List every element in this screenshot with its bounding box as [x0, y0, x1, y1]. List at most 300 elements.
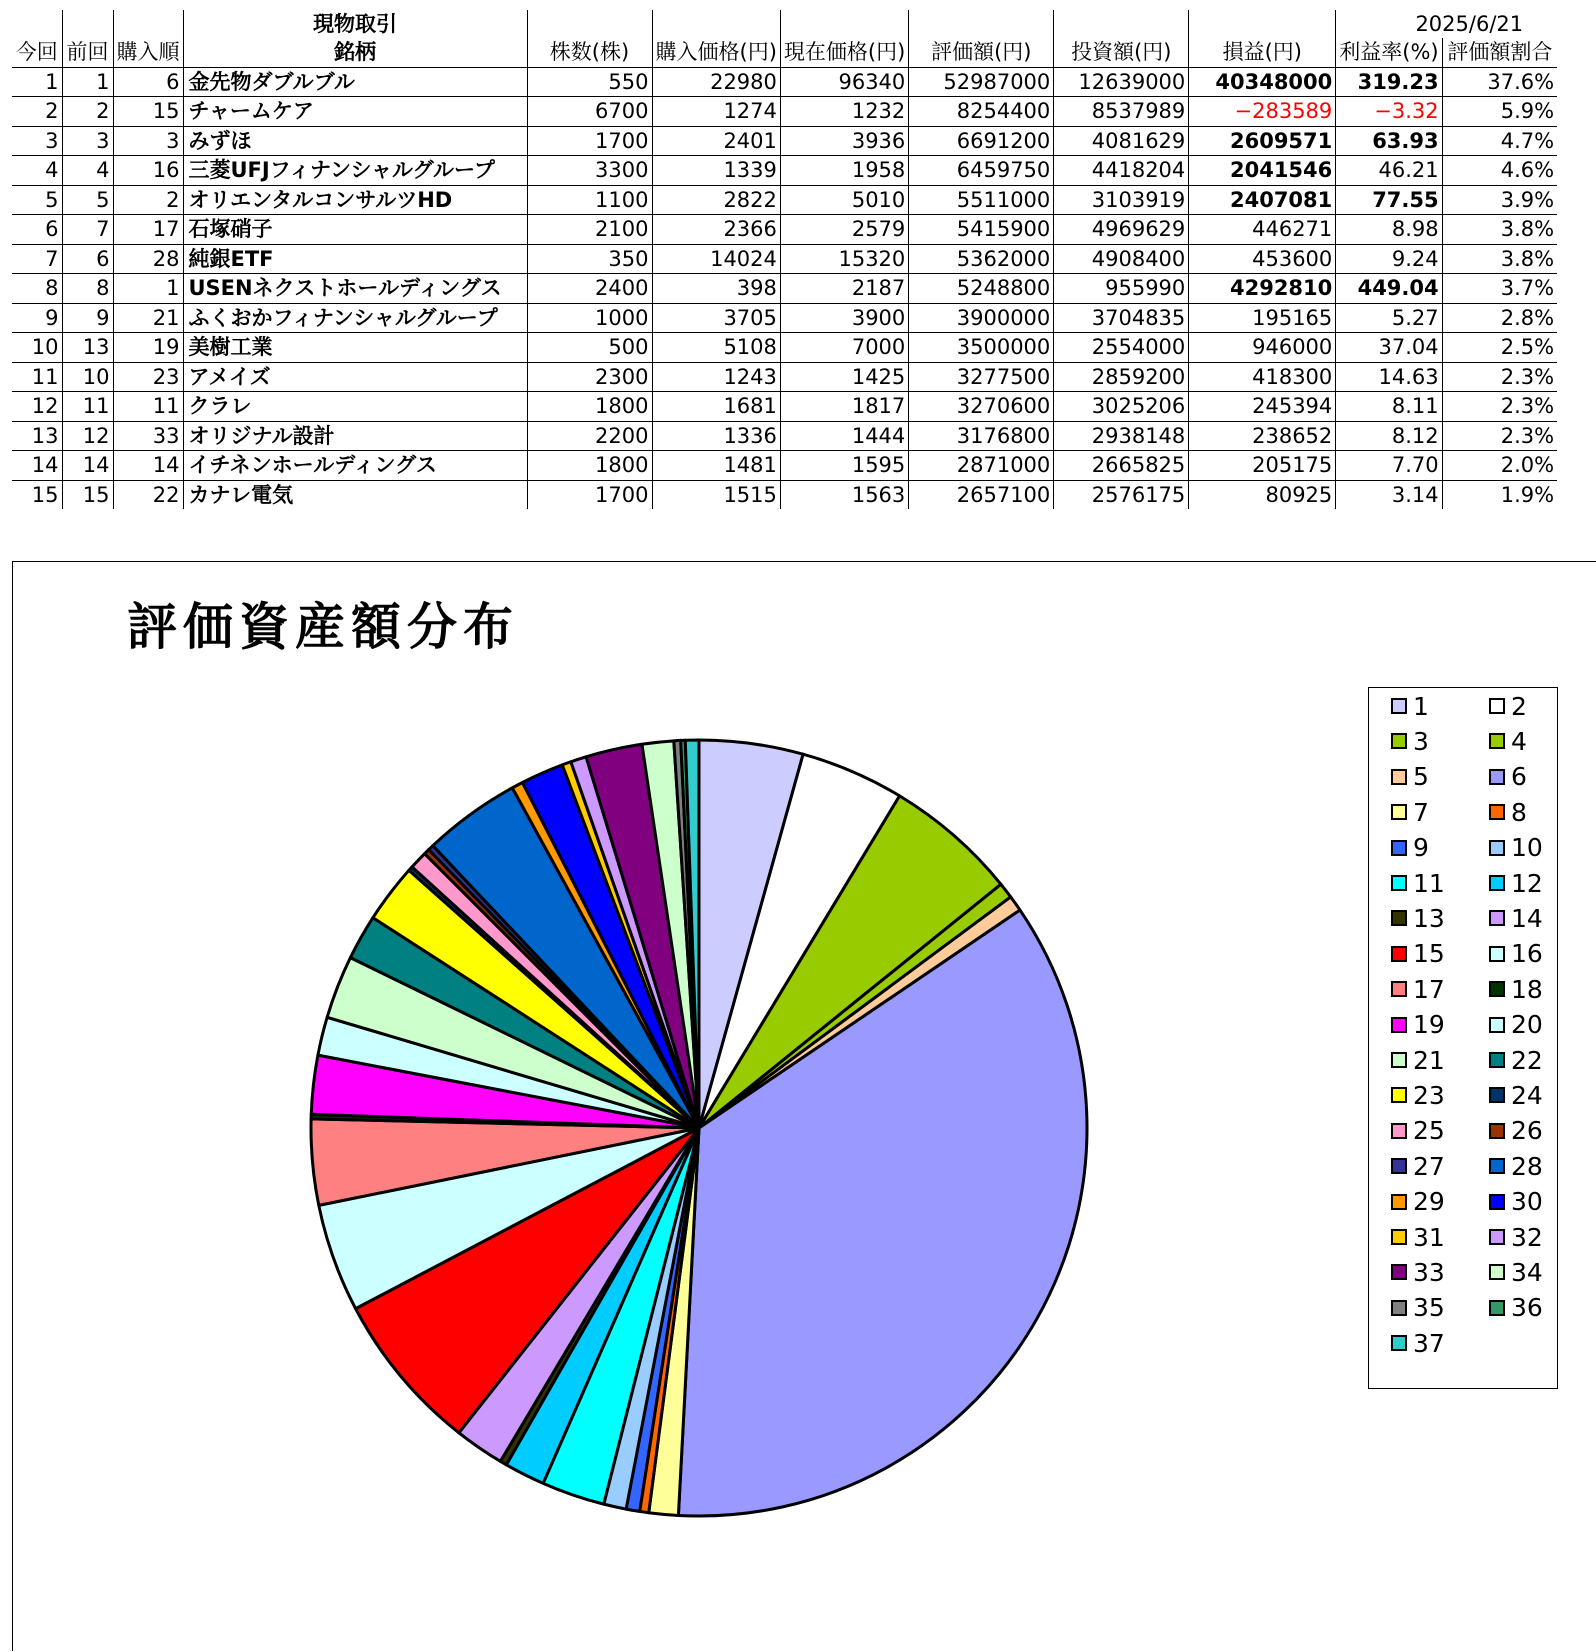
- legend-item: [1489, 868, 1543, 898]
- cell-invest: 4969629: [1054, 215, 1189, 245]
- cell-buy-price: 2366: [652, 215, 780, 245]
- cell-prev: 5: [62, 185, 113, 215]
- cell-shares: 1000: [527, 303, 652, 333]
- legend-swatch: [1489, 946, 1505, 962]
- legend-swatch: [1489, 1158, 1505, 1174]
- cell-value: 52987000: [909, 67, 1054, 97]
- cell-pl: 4292810: [1189, 274, 1336, 304]
- legend-label: 33: [1413, 1257, 1445, 1287]
- legend-swatch: [1489, 804, 1505, 820]
- legend-label: 23: [1413, 1080, 1445, 1110]
- legend-swatch: [1489, 1300, 1505, 1316]
- cell-name: ふくおかフィナンシャルグループ: [183, 303, 527, 333]
- cell-prev: 4: [62, 156, 113, 186]
- cell-pl: 205175: [1189, 451, 1336, 481]
- cell-cur: 5: [12, 185, 62, 215]
- legend-label: 4: [1511, 726, 1527, 756]
- legend-item: [1489, 939, 1543, 969]
- chart-title: 評価資産額分布: [127, 597, 519, 656]
- legend-item: [1391, 868, 1445, 898]
- table-row: [12, 392, 1557, 422]
- cell-ratio: 3.8%: [1442, 215, 1557, 245]
- legend-label: 25: [1413, 1116, 1445, 1146]
- cell-cur: 12: [12, 392, 62, 422]
- cell-rate: 449.04: [1336, 274, 1442, 304]
- cell-shares: 3300: [527, 156, 652, 186]
- pie-chart: [13, 562, 1596, 1652]
- cell-invest: 4418204: [1054, 156, 1189, 186]
- cell-buy: 3: [113, 126, 183, 156]
- cell-shares: 1700: [527, 126, 652, 156]
- legend-label: 29: [1413, 1187, 1445, 1217]
- cell-buy: 28: [113, 244, 183, 274]
- holdings-table: [12, 10, 1557, 509]
- cell-invest: 8537989: [1054, 97, 1189, 127]
- legend-label: 9: [1413, 833, 1429, 863]
- cell-cur-price: 2187: [780, 274, 908, 304]
- cell-ratio: 2.3%: [1442, 362, 1557, 392]
- column-header: 評価額(円): [909, 38, 1054, 67]
- legend-item: [1391, 1116, 1445, 1146]
- cell-value: 2871000: [909, 451, 1054, 481]
- cell-buy-price: 3705: [652, 303, 780, 333]
- cell-cur: 1: [12, 67, 62, 97]
- legend-label: 8: [1511, 797, 1527, 827]
- legend-label: 15: [1413, 939, 1445, 969]
- legend-label: 5: [1413, 762, 1429, 792]
- cell-buy: 19: [113, 333, 183, 363]
- table-row: [12, 126, 1557, 156]
- legend-swatch: [1391, 840, 1407, 856]
- legend-swatch: [1391, 910, 1407, 926]
- cell-pl: 946000: [1189, 333, 1336, 363]
- cell-prev: 1: [62, 67, 113, 97]
- table-row: [12, 97, 1557, 127]
- cell-value: 5415900: [909, 215, 1054, 245]
- column-header: 購入価格(円): [652, 38, 780, 67]
- cell-name: クラレ: [183, 392, 527, 422]
- cell-ratio: 4.6%: [1442, 156, 1557, 186]
- legend-item: [1391, 974, 1445, 1004]
- cell-pl: 2407081: [1189, 185, 1336, 215]
- legend-label: 35: [1413, 1293, 1445, 1323]
- cell-invest: 955990: [1054, 274, 1189, 304]
- cell-shares: 1100: [527, 185, 652, 215]
- cell-value: 5362000: [909, 244, 1054, 274]
- cell-name: 美樹工業: [183, 333, 527, 363]
- cell-prev: 7: [62, 215, 113, 245]
- legend-swatch: [1489, 733, 1505, 749]
- cell-pl: 418300: [1189, 362, 1336, 392]
- legend-item: [1489, 833, 1543, 863]
- legend-item: [1489, 1080, 1543, 1110]
- cell-buy-price: 1336: [652, 421, 780, 451]
- cell-cur-price: 1817: [780, 392, 908, 422]
- cell-rate: 63.93: [1336, 126, 1442, 156]
- cell-rate: 8.11: [1336, 392, 1442, 422]
- legend-item: [1391, 762, 1429, 792]
- legend-label: 18: [1511, 974, 1543, 1004]
- legend-label: 2: [1511, 691, 1527, 721]
- legend-item: [1391, 1293, 1445, 1323]
- cell-buy: 16: [113, 156, 183, 186]
- cell-cur: 6: [12, 215, 62, 245]
- cell-buy: 15: [113, 97, 183, 127]
- table-row: [12, 274, 1557, 304]
- legend-item: [1489, 974, 1543, 1004]
- legend-swatch: [1489, 1264, 1505, 1280]
- legend-label: 34: [1511, 1257, 1543, 1287]
- cell-cur: 3: [12, 126, 62, 156]
- cell-buy-price: 1274: [652, 97, 780, 127]
- legend-item: [1489, 1116, 1543, 1146]
- cell-ratio: 2.5%: [1442, 333, 1557, 363]
- cell-shares: 1700: [527, 480, 652, 509]
- cell-invest: 3103919: [1054, 185, 1189, 215]
- cell-buy: 14: [113, 451, 183, 481]
- legend-label: 6: [1511, 762, 1527, 792]
- cell-prev: 11: [62, 392, 113, 422]
- cell-invest: 4908400: [1054, 244, 1189, 274]
- cell-buy: 21: [113, 303, 183, 333]
- legend-label: 10: [1511, 833, 1543, 863]
- cell-cur: 10: [12, 333, 62, 363]
- column-header: 損益(円): [1189, 38, 1336, 67]
- title-row: [12, 10, 1557, 38]
- legend-swatch: [1391, 1017, 1407, 1033]
- cell-ratio: 5.9%: [1442, 97, 1557, 127]
- cell-cur-price: 1563: [780, 480, 908, 509]
- cell-rate: 37.04: [1336, 333, 1442, 363]
- cell-name: カナレ電気: [183, 480, 527, 509]
- cell-value: 2657100: [909, 480, 1054, 509]
- cell-shares: 2300: [527, 362, 652, 392]
- cell-cur-price: 1958: [780, 156, 908, 186]
- cell-rate: 14.63: [1336, 362, 1442, 392]
- cell-prev: 13: [62, 333, 113, 363]
- legend-swatch: [1391, 1158, 1407, 1174]
- cell-cur: 7: [12, 244, 62, 274]
- cell-cur-price: 1425: [780, 362, 908, 392]
- legend-label: 36: [1511, 1293, 1543, 1323]
- cell-pl: 80925: [1189, 480, 1336, 509]
- sheet-date: 2025/6/21: [1336, 10, 1557, 38]
- cell-buy: 33: [113, 421, 183, 451]
- cell-prev: 14: [62, 451, 113, 481]
- legend-swatch: [1391, 981, 1407, 997]
- legend-swatch: [1489, 698, 1505, 714]
- table-row: [12, 421, 1557, 451]
- legend-swatch: [1391, 1229, 1407, 1245]
- legend-item: [1489, 1222, 1543, 1252]
- cell-shares: 550: [527, 67, 652, 97]
- cell-shares: 1800: [527, 392, 652, 422]
- cell-prev: 12: [62, 421, 113, 451]
- legend-item: [1391, 939, 1445, 969]
- cell-value: 3176800: [909, 421, 1054, 451]
- cell-name: オリジナル設計: [183, 421, 527, 451]
- cell-cur-price: 1232: [780, 97, 908, 127]
- cell-buy-price: 1681: [652, 392, 780, 422]
- cell-value: 5511000: [909, 185, 1054, 215]
- cell-pl: 245394: [1189, 392, 1336, 422]
- column-header: 現在価格(円): [780, 38, 908, 67]
- cell-rate: 46.21: [1336, 156, 1442, 186]
- cell-buy-price: 22980: [652, 67, 780, 97]
- cell-buy-price: 1339: [652, 156, 780, 186]
- column-header: 投資額(円): [1054, 38, 1189, 67]
- legend-item: [1489, 762, 1527, 792]
- cell-buy: 6: [113, 67, 183, 97]
- legend-item: [1489, 1293, 1543, 1323]
- cell-ratio: 2.3%: [1442, 392, 1557, 422]
- cell-pl: 40348000: [1189, 67, 1336, 97]
- cell-prev: 8: [62, 274, 113, 304]
- legend-label: 19: [1413, 1010, 1445, 1040]
- cell-name: チャームケア: [183, 97, 527, 127]
- cell-cur-price: 3936: [780, 126, 908, 156]
- cell-prev: 3: [62, 126, 113, 156]
- cell-buy-price: 398: [652, 274, 780, 304]
- cell-cur-price: 1444: [780, 421, 908, 451]
- legend-swatch: [1489, 1017, 1505, 1033]
- table-row: [12, 67, 1557, 97]
- cell-cur: 4: [12, 156, 62, 186]
- cell-name: USENネクストホールディングス: [183, 274, 527, 304]
- cell-cur-price: 5010: [780, 185, 908, 215]
- cell-buy-price: 14024: [652, 244, 780, 274]
- cell-cur: 2: [12, 97, 62, 127]
- cell-name: アメイズ: [183, 362, 527, 392]
- column-header: 購入順: [113, 38, 183, 67]
- cell-value: 3270600: [909, 392, 1054, 422]
- cell-invest: 2665825: [1054, 451, 1189, 481]
- legend-label: 14: [1511, 903, 1543, 933]
- cell-buy: 22: [113, 480, 183, 509]
- cell-rate: 3.14: [1336, 480, 1442, 509]
- cell-ratio: 3.8%: [1442, 244, 1557, 274]
- cell-buy: 2: [113, 185, 183, 215]
- legend-label: 37: [1413, 1328, 1445, 1358]
- cell-pl: 446271: [1189, 215, 1336, 245]
- legend-item: [1489, 1257, 1543, 1287]
- cell-cur-price: 96340: [780, 67, 908, 97]
- legend-swatch: [1391, 769, 1407, 785]
- cell-pl: 2609571: [1189, 126, 1336, 156]
- cell-buy: 1: [113, 274, 183, 304]
- cell-rate: 319.23: [1336, 67, 1442, 97]
- cell-value: 5248800: [909, 274, 1054, 304]
- legend-item: [1489, 903, 1543, 933]
- cell-rate: 5.27: [1336, 303, 1442, 333]
- column-header: 銘柄: [183, 38, 527, 67]
- legend-item: [1391, 1045, 1445, 1075]
- cell-buy-price: 2401: [652, 126, 780, 156]
- cell-value: 3277500: [909, 362, 1054, 392]
- table-row: [12, 362, 1557, 392]
- legend-item: [1391, 1257, 1445, 1287]
- cell-invest: 2554000: [1054, 333, 1189, 363]
- cell-invest: 2576175: [1054, 480, 1189, 509]
- cell-prev: 10: [62, 362, 113, 392]
- cell-cur-price: 1595: [780, 451, 908, 481]
- cell-value: 3900000: [909, 303, 1054, 333]
- legend-swatch: [1391, 1300, 1407, 1316]
- legend-swatch: [1391, 1052, 1407, 1068]
- cell-rate: 8.12: [1336, 421, 1442, 451]
- cell-buy: 17: [113, 215, 183, 245]
- cell-value: 6691200: [909, 126, 1054, 156]
- legend-item: [1391, 797, 1429, 827]
- legend-swatch: [1391, 1335, 1407, 1351]
- legend-item: [1391, 903, 1445, 933]
- legend-swatch: [1489, 1052, 1505, 1068]
- legend-label: 21: [1413, 1045, 1445, 1075]
- legend-item: [1489, 726, 1527, 756]
- cell-shares: 1800: [527, 451, 652, 481]
- cell-buy-price: 5108: [652, 333, 780, 363]
- cell-shares: 2100: [527, 215, 652, 245]
- cell-buy: 23: [113, 362, 183, 392]
- cell-name: イチネンホールディングス: [183, 451, 527, 481]
- legend-swatch: [1489, 769, 1505, 785]
- legend-swatch: [1489, 1123, 1505, 1139]
- legend-item: [1391, 1151, 1445, 1181]
- cell-shares: 2400: [527, 274, 652, 304]
- legend-item: [1391, 1187, 1445, 1217]
- cell-rate: 9.24: [1336, 244, 1442, 274]
- cell-name: 金先物ダブルブル: [183, 67, 527, 97]
- table-row: [12, 333, 1557, 363]
- legend-item: [1489, 1010, 1543, 1040]
- cell-shares: 350: [527, 244, 652, 274]
- legend-label: 1: [1413, 691, 1429, 721]
- cell-value: 6459750: [909, 156, 1054, 186]
- legend-label: 31: [1413, 1222, 1445, 1252]
- legend-label: 12: [1511, 868, 1543, 898]
- cell-invest: 2859200: [1054, 362, 1189, 392]
- legend-item: [1391, 1328, 1445, 1358]
- legend-swatch: [1489, 1087, 1505, 1103]
- cell-cur: 9: [12, 303, 62, 333]
- legend-item: [1391, 691, 1429, 721]
- cell-ratio: 4.7%: [1442, 126, 1557, 156]
- column-header: 評価額割合: [1442, 38, 1557, 67]
- legend-item: [1489, 1045, 1543, 1075]
- column-header: 利益率(%): [1336, 38, 1442, 67]
- cell-cur-price: 7000: [780, 333, 908, 363]
- table-body: [12, 67, 1557, 509]
- sheet-title: 現物取引: [183, 10, 527, 38]
- legend-swatch: [1489, 981, 1505, 997]
- cell-prev: 15: [62, 480, 113, 509]
- legend-label: 20: [1511, 1010, 1543, 1040]
- cell-ratio: 2.0%: [1442, 451, 1557, 481]
- cell-ratio: 1.9%: [1442, 480, 1557, 509]
- legend-label: 26: [1511, 1116, 1543, 1146]
- legend-label: 28: [1511, 1151, 1543, 1181]
- cell-buy-price: 1515: [652, 480, 780, 509]
- cell-ratio: 37.6%: [1442, 67, 1557, 97]
- cell-cur: 15: [31, 482, 59, 507]
- cell-value: 3500000: [909, 333, 1054, 363]
- legend-label: 27: [1413, 1151, 1445, 1181]
- cell-prev: 6: [62, 244, 113, 274]
- cell-cur: 8: [12, 274, 62, 304]
- cell-cur: 13: [12, 421, 62, 451]
- legend-item: [1391, 833, 1429, 863]
- cell-shares: 2200: [527, 421, 652, 451]
- column-header: 前回: [62, 38, 113, 67]
- legend-swatch: [1391, 733, 1407, 749]
- legend-item: [1489, 1151, 1543, 1181]
- legend-label: 16: [1511, 939, 1543, 969]
- legend-swatch: [1391, 1087, 1407, 1103]
- legend-swatch: [1391, 875, 1407, 891]
- cell-ratio: 2.3%: [1442, 421, 1557, 451]
- column-header: 今回: [12, 38, 62, 67]
- cell-cur-price: 15320: [780, 244, 908, 274]
- cell-rate: −3.32: [1336, 97, 1442, 127]
- cell-buy-price: 1481: [652, 451, 780, 481]
- cell-name: 石塚硝子: [183, 215, 527, 245]
- spreadsheet: [0, 0, 1596, 515]
- cell-invest: 12639000: [1054, 67, 1189, 97]
- cell-ratio: 2.8%: [1442, 303, 1557, 333]
- legend-label: 3: [1413, 726, 1429, 756]
- header-row: [12, 38, 1557, 67]
- table-row: [12, 480, 1557, 509]
- table-row: [12, 156, 1557, 186]
- cell-invest: 3704835: [1054, 303, 1189, 333]
- cell-name: 三菱UFJフィナンシャルグループ: [183, 156, 527, 186]
- legend-swatch: [1391, 804, 1407, 820]
- legend-swatch: [1391, 698, 1407, 714]
- cell-pl: 195165: [1189, 303, 1336, 333]
- legend-item: [1489, 691, 1527, 721]
- legend-swatch: [1489, 910, 1505, 926]
- cell-value: 8254400: [909, 97, 1054, 127]
- legend-label: 17: [1413, 974, 1445, 1004]
- cell-name: みずほ: [183, 126, 527, 156]
- cell-prev: 9: [62, 303, 113, 333]
- legend-swatch: [1391, 1123, 1407, 1139]
- table-row: [12, 215, 1557, 245]
- cell-rate: 8.98: [1336, 215, 1442, 245]
- legend-swatch: [1489, 1194, 1505, 1210]
- cell-rate: 77.55: [1336, 185, 1442, 215]
- cell-buy-price: 2822: [652, 185, 780, 215]
- cell-invest: 4081629: [1054, 126, 1189, 156]
- legend-label: 32: [1511, 1222, 1543, 1252]
- legend-swatch: [1391, 1194, 1407, 1210]
- cell-prev: 2: [62, 97, 113, 127]
- cell-name: 純銀ETF: [183, 244, 527, 274]
- cell-pl: 453600: [1189, 244, 1336, 274]
- chart-legend: [1368, 687, 1558, 1389]
- legend-item: [1489, 1187, 1543, 1217]
- legend-item: [1391, 1010, 1445, 1040]
- cell-ratio: 3.9%: [1442, 185, 1557, 215]
- legend-swatch: [1489, 875, 1505, 891]
- cell-buy-price: 1243: [652, 362, 780, 392]
- table-row: [12, 303, 1557, 333]
- cell-invest: 3025206: [1054, 392, 1189, 422]
- cell-cur: 14: [12, 451, 62, 481]
- legend-label: 22: [1511, 1045, 1543, 1075]
- cell-buy: 11: [113, 392, 183, 422]
- legend-swatch: [1489, 840, 1505, 856]
